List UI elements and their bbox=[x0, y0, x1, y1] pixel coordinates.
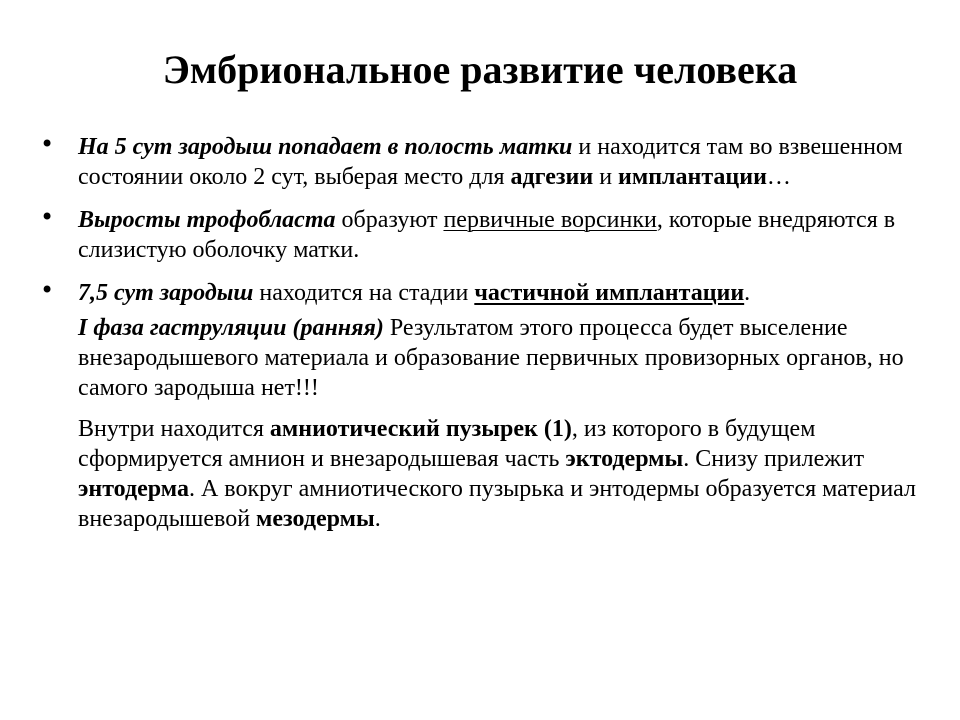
text-run: Выросты трофобласта bbox=[78, 207, 336, 233]
text-run: образуют bbox=[335, 207, 444, 233]
text-run: Результатом этого процесса будет выселение внезародышевого материала и образование первичных провизорных органов, но самого зародыша нет!!! bbox=[78, 315, 904, 401]
text-run: Внутри находится bbox=[78, 416, 270, 442]
text-run: имплантации bbox=[618, 164, 767, 190]
text-run: энтодерма bbox=[78, 476, 189, 502]
text-run: На 5 сут зародыш попадает в полость матки bbox=[78, 134, 573, 160]
text-run: находится на стадии bbox=[253, 280, 475, 306]
text-run: амниотический пузырек (1) bbox=[269, 416, 572, 442]
paragraph-4 bbox=[40, 313, 920, 403]
text-run: . А вокруг амниотического пузырька и энтодермы образуется материал внезародышевой bbox=[78, 476, 916, 532]
slide-title: Эмбриональное развитие человека bbox=[162, 47, 798, 92]
text-run: . bbox=[744, 280, 751, 306]
text-run: … bbox=[766, 164, 791, 190]
text-run: и bbox=[593, 164, 619, 190]
text-run: мезодермы bbox=[256, 506, 375, 532]
text-run: адгезии bbox=[510, 164, 594, 190]
text-run: , которые внедряются в слизистую оболочку матки. bbox=[78, 207, 896, 263]
bullet-icon: • bbox=[40, 276, 55, 304]
bullet-icon: • bbox=[40, 130, 55, 158]
text-run: первичные ворсинки bbox=[443, 207, 657, 233]
text-run: I фаза гаструляции (ранняя) bbox=[78, 315, 384, 341]
text-run: . bbox=[374, 506, 381, 532]
text-run: , из которого в будущем сформируется амнион и внезародышевая часть bbox=[78, 416, 816, 472]
text-run: частичной имплантации bbox=[474, 280, 745, 306]
paragraph-3 bbox=[40, 278, 920, 308]
text-run: и находится там во взвешенном состоянии около 2 сут, выберая место для bbox=[78, 134, 903, 190]
slide-body bbox=[40, 132, 920, 534]
paragraph-1 bbox=[40, 132, 920, 192]
text-run: . Снизу прилежит bbox=[683, 446, 865, 472]
text-run: эктодермы bbox=[565, 446, 684, 472]
bullet-icon: • bbox=[40, 203, 55, 231]
paragraph-2 bbox=[40, 205, 920, 265]
text-run: 7,5 сут зародыш bbox=[78, 280, 254, 306]
paragraph-5 bbox=[40, 414, 920, 534]
